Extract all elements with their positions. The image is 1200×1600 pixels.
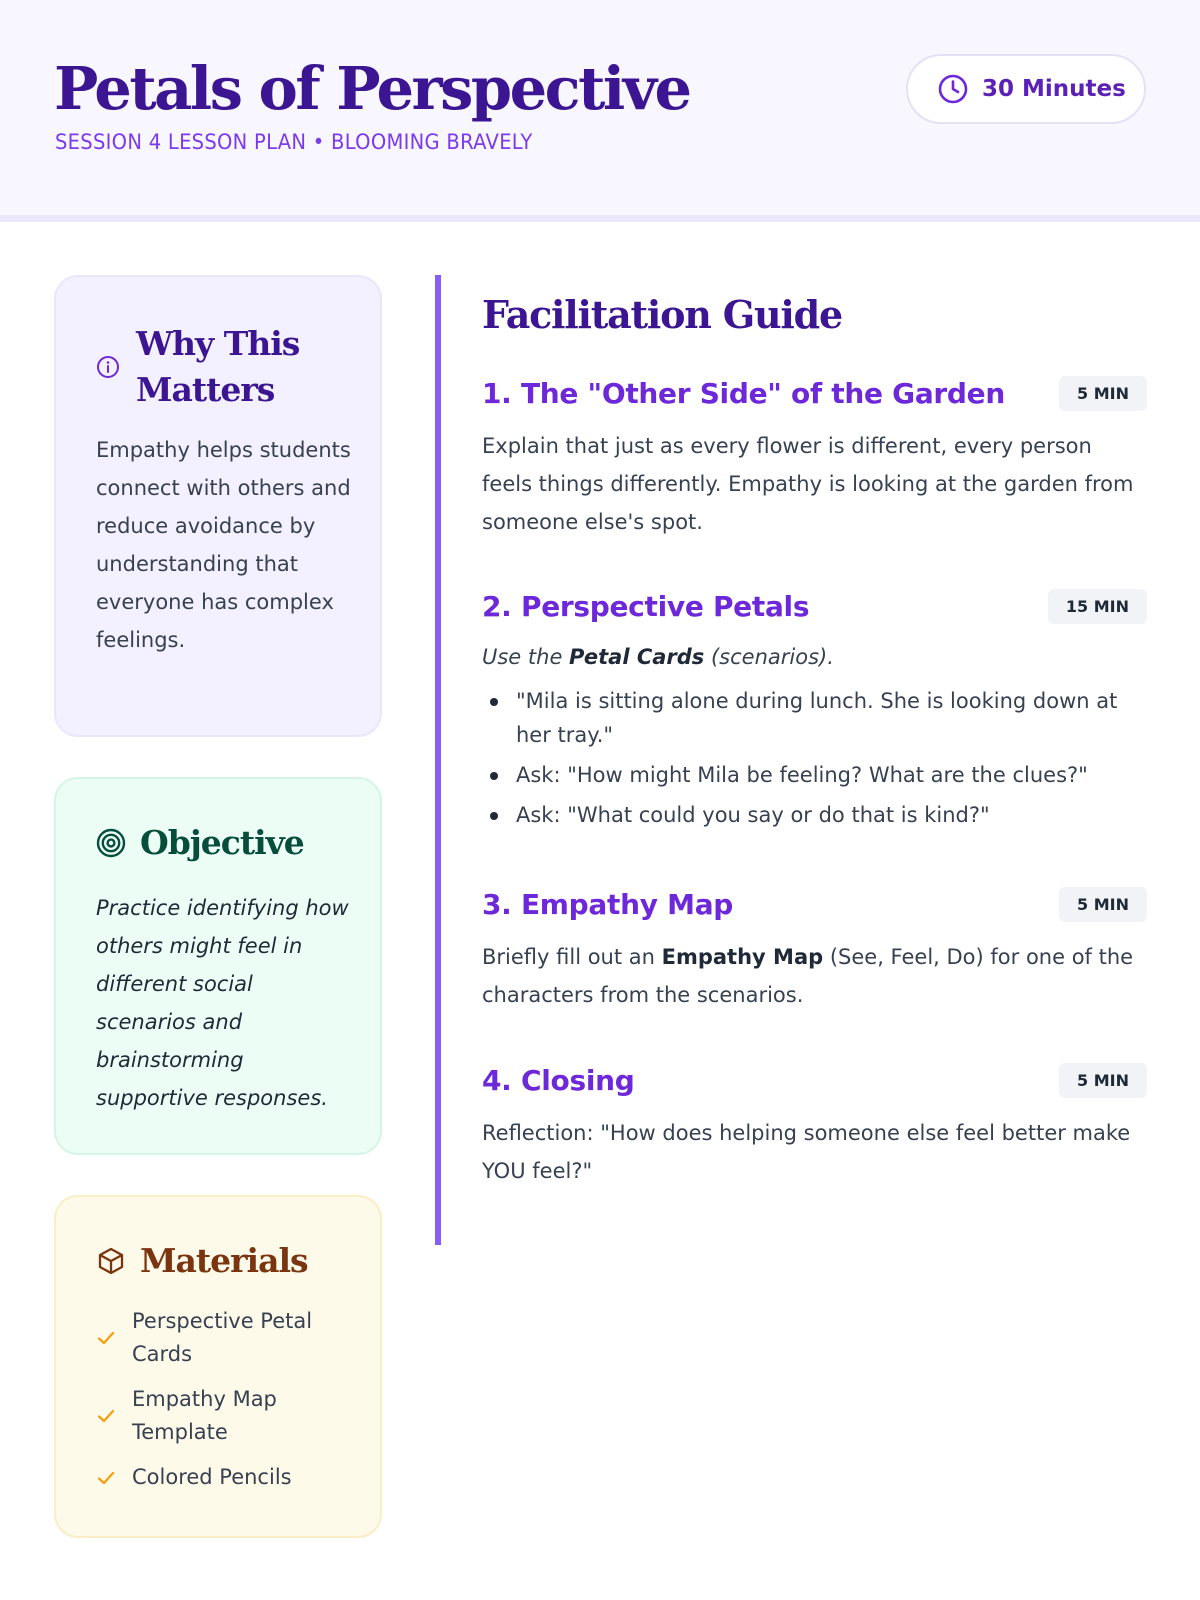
page-title: Petals of Perspective <box>54 54 690 123</box>
materials-item-label: Empathy Map Template <box>132 1387 277 1444</box>
step-header <box>482 373 1147 413</box>
step-intro-text: Use the <box>482 645 570 669</box>
why-card <box>54 275 382 737</box>
guide-step-4 <box>482 1060 1147 1190</box>
time-badge: 5 MIN <box>1059 1063 1147 1098</box>
duration-badge <box>906 54 1146 124</box>
materials-item <box>96 1383 346 1449</box>
duration-text: 30 Minutes <box>982 76 1126 102</box>
step-intro <box>482 640 1147 674</box>
step-intro-text: (scenarios). <box>704 645 834 669</box>
time-badge: 5 MIN <box>1059 376 1147 411</box>
step-header <box>482 586 1147 626</box>
materials-item-label: Perspective Petal Cards <box>132 1309 313 1366</box>
materials-item <box>96 1305 346 1371</box>
step-body-text: Briefly fill out an <box>482 945 662 969</box>
check-icon <box>96 1468 116 1488</box>
step-bullets <box>482 684 1147 832</box>
step-header <box>482 1060 1147 1100</box>
bullet-item: Ask: "How might Mila be feeling? What are the clues?" <box>482 758 1147 792</box>
check-icon <box>96 1328 116 1348</box>
info-icon <box>96 355 120 379</box>
step-title: 4. Closing <box>482 1063 635 1097</box>
objective-card-title: Objective <box>140 823 304 862</box>
box-icon <box>96 1246 126 1276</box>
check-icon <box>96 1406 116 1426</box>
objective-card <box>54 777 382 1155</box>
guide-step-1 <box>482 373 1147 541</box>
materials-item-label: Colored Pencils <box>132 1465 292 1489</box>
why-card-body: Empathy helps students connect with others and reduce avoidance by understanding that everyone has complex feelings. <box>96 438 351 652</box>
step-body <box>482 938 1147 1014</box>
step-body: Explain that just as every flower is different, every person feels things differently. Empathy is looking at the garden from someone else's spot. <box>482 434 1134 534</box>
page-subtitle: SESSION 4 LESSON PLAN • BLOOMING BRAVELY <box>55 130 533 154</box>
time-badge: 15 MIN <box>1048 589 1147 624</box>
step-body-text: (See, Feel, Do) for one of the characters from the scenarios. <box>482 945 1134 1007</box>
step-title: 3. Empathy Map <box>482 887 734 921</box>
step-intro-bold: Petal Cards <box>569 645 705 669</box>
why-card-title <box>136 321 299 413</box>
bullet-item: "Mila is sitting alone during lunch. She is looking down at her tray." <box>482 684 1147 752</box>
step-title: 1. The "Other Side" of the Garden <box>482 376 1006 410</box>
materials-list <box>96 1305 346 1506</box>
materials-card-title: Materials <box>140 1241 308 1280</box>
page-header <box>0 0 1200 222</box>
clock-icon <box>936 72 970 106</box>
target-icon <box>96 828 126 858</box>
step-title: 2. Perspective Petals <box>482 589 810 623</box>
step-body-bold: Empathy Map <box>661 945 824 969</box>
step-header <box>482 884 1147 924</box>
why-title-line1: Why This <box>136 324 300 363</box>
objective-card-body: Practice identifying how others might feel in different social scenarios and brainstorming supportive responses. <box>96 896 349 1110</box>
section-divider <box>435 275 441 1245</box>
materials-card-header <box>96 1241 308 1280</box>
guide-title: Facilitation Guide <box>482 292 842 337</box>
materials-card <box>54 1195 382 1538</box>
why-title-line2: Matters <box>136 370 275 409</box>
guide-step-2 <box>482 586 1147 838</box>
guide-step-3 <box>482 884 1147 1014</box>
materials-item <box>96 1461 346 1494</box>
bullet-item: Ask: "What could you say or do that is kind?" <box>482 798 1147 832</box>
why-card-header <box>96 321 299 413</box>
time-badge: 5 MIN <box>1059 887 1147 922</box>
step-body: Reflection: "How does helping someone else feel better make YOU feel?" <box>482 1121 1131 1183</box>
objective-card-header <box>96 823 304 862</box>
